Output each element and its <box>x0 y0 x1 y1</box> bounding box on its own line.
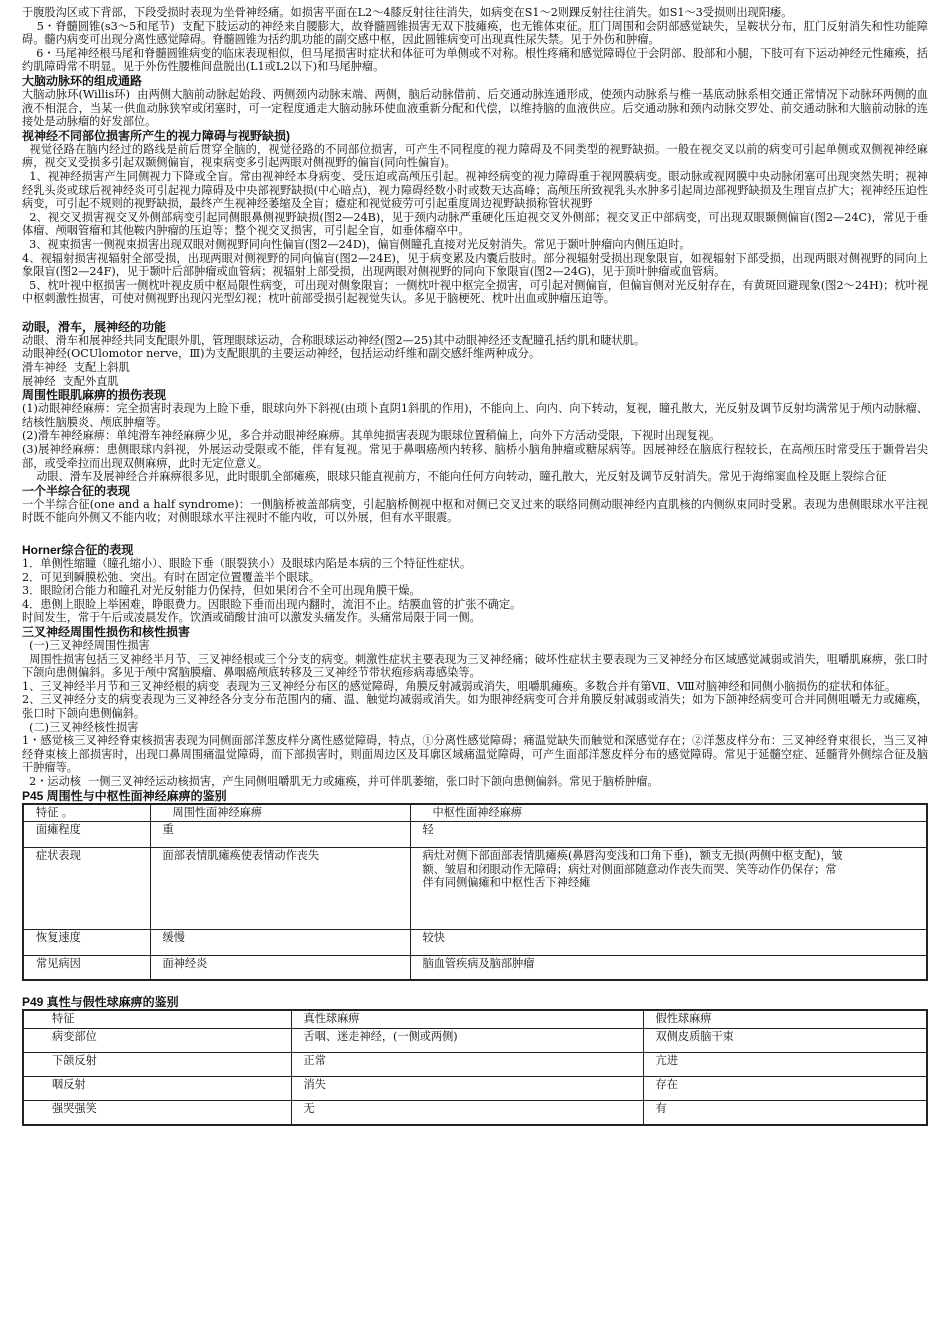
table-cell: 面部表情肌瘫痪使表情动作丧失 <box>150 848 410 930</box>
paragraph: (1)动眼神经麻痹：完全损害时表现为上睑下垂，眼球向外下斜视(由琐卜直阴1斜肌的作用)，不能向上、向内、向下转动，复视，瞳孔散大，光反射及调节反射均满常见于颅内动脉瘤、结核性脑膜炎、颅底肿瘤等。 <box>22 402 928 429</box>
paragraph: (2)滑车神经麻痹：单纯滑车神经麻痹少见，多合并动眼神经麻痹。其单纯损害表现为眼球位置稍偏上，向外下方活动受限，下视时出现复视。 <box>22 429 721 443</box>
paragraph: (二)三叉神经核性损害 <box>22 720 139 734</box>
paragraph: 4．患侧上眼睑上举困难，睁眼费力。因眼睑下垂而出现内翻时，流泪不止。结膜血管的扩张不确定。 <box>22 597 522 611</box>
table-header-cell: 特征 <box>23 1010 291 1029</box>
table-cell: 恢复速度 <box>23 930 150 956</box>
table-header-row <box>23 804 927 822</box>
table-cell: 无 <box>291 1101 643 1125</box>
table-row <box>23 1053 927 1077</box>
section-heading: 大脑动脉环的组成通路 <box>22 73 143 88</box>
spacer <box>22 981 928 995</box>
paragraph: 1．单侧性缩瞳（瞳孔缩小）、眼睑下垂（眼裂狭小）及眼球内陷是本病的三个特征性症状。 <box>22 557 472 570</box>
table-cell: 脑血管疾病及脑部肿瘤 <box>410 956 927 980</box>
table-caption: P49 真性与假性球麻痹的鉴别 <box>22 994 179 1009</box>
paragraph: 周围性损害包括三叉神经半月节、三叉神经根或三个分支的病变。刺激性症状主要表现为三叉神经痛；破坏性症状主要表现为三叉神经分布区域感觉减弱或消失，咀嚼肌麻痹，张口时下颌向患侧偏斜。多见于颅中窝脑膜瘤、鼻咽癌颅底转移及三叉神经节带状疱疹病毒感染等。 <box>22 652 928 680</box>
table-cell: 重 <box>150 822 410 848</box>
table-cell: 咽反射 <box>23 1077 291 1101</box>
section-heading: Horner综合征的表现 <box>22 543 134 557</box>
table-header-cell: 真性球麻痹 <box>291 1010 643 1029</box>
paragraph: 5・脊髓圆锥(s3～5和尾节) 支配下肢运动的神经来自腰膨大，故脊髓圆锥损害无双下肢瘫痪，也无锥体束征。肛门周围和会阴部感觉缺失，呈鞍状分布，肛门反射消失和性功能障碍。髓内病变可出现分离性感觉障碍。脊髓圆锥为括约肌功能的副交感中枢，因此圆锥病变可出现真性尿失禁。见于外伤和肿瘤。 <box>22 19 928 47</box>
spacer <box>22 525 928 543</box>
paragraph: 4、视辐射损害视辐射全部受损，出现两眼对侧视野的同向偏盲(图2—24E)，见于病变累及内囊后肢时。部分视辐射受损出现象限盲，如视辐射下部受损，出现两眼对侧视野的同向上象限盲(图2—24F)，见于颞叶后部肿瘤或血管病；视辐射上部受损，出现两眼对侧视野的同向下象限盲(图2—24G)，见于顶叶肿瘤或血管病。 <box>22 251 928 279</box>
table-cell: 病变部位 <box>23 1029 291 1053</box>
willis-section <box>22 74 928 129</box>
paragraph: 3、视束损害一侧视束损害出现双眼对侧视野同向性偏盲(图2—24D)，偏盲侧瞳孔直接对光反射消失。常见于颞叶肿瘤向内侧压迫时。 <box>22 237 691 251</box>
paragraph: 2．可见到瞬膜松弛、突出。有时在固定位置覆盖半个眼球。 <box>22 570 320 584</box>
table-cell: 面神经炎 <box>150 956 410 980</box>
paragraph: 3．眼睑闭合能力和瞳孔对光反射能力仍保持，但如果闭合不全可出现角膜干燥。 <box>22 584 421 598</box>
spacer <box>22 306 928 320</box>
paragraph: 动眼、滑车及展神经合并麻痹很多见，此时眼肌全部瘫痪，眼球只能直视前方，不能向任何方向转动，瞳孔散大，光反射及调节反射消失。常见于海绵窦血栓及眶上裂综合征 <box>22 470 887 484</box>
table-cell: 症状表现 <box>23 848 150 930</box>
table-cell: 面瘫程度 <box>23 822 150 848</box>
section-heading: 周围性眼肌麻痹的损伤表现 <box>22 388 167 403</box>
paragraph: 2、视交叉损害视交叉外侧部病变引起同侧眼鼻侧视野缺损(图2—24B)，见于颈内动脉严重硬化压迫视交叉外侧部；视交叉正中部病变，可出现双眼颞侧偏盲(图2—24C)，常见于垂体瘤、颅咽管瘤和其他鞍内肿瘤的压迫等；整个视交叉损害，可引起全盲，如垂体瘤卒中。 <box>22 210 928 238</box>
paragraph: 动眼、滑车和展神经共同支配眼外肌，管理眼球运动，合称眼球运动神经(图2—25)其中动眼神经还支配瞳孔括约肌和睫状肌。 <box>22 333 646 347</box>
paragraph: (一)三叉神经周围性损害 <box>22 638 150 652</box>
table-cell: 病灶对侧下部面部表情肌瘫痪(鼻唇沟变浅和口角下垂)，额支无损(两侧中枢支配)，皱额、皱眉和闭眼动作无障碍；病灶对侧面部随意动作丧失而哭、笑等动作仍保存；常伴有同侧偏瘫和中枢性舌下神经瘫 <box>410 848 927 930</box>
table-row <box>23 1101 927 1125</box>
table-header-cell: 假性球麻痹 <box>643 1010 927 1029</box>
table-cell: 正常 <box>291 1053 643 1077</box>
paragraph: 2・运动核 一侧三叉神经运动核损害，产生同侧咀嚼肌无力或瘫痪，并可伴肌萎缩，张口时下颌向患侧偏斜。常见于脑桥肿瘤。 <box>22 774 659 788</box>
table-header-cell: 特征 。 <box>23 804 150 822</box>
paragraph: 于腹股沟区或下背部，下段受损时表现为坐骨神经痛。如损害平面在L2～4膝反射往往消失，如病变在S1～2则踝反射往往消失。如S1～3受损则出现阳痿。 <box>22 6 793 19</box>
table-header-row <box>23 1010 927 1029</box>
table-header-cell: 周围性面神经麻痹 <box>150 804 410 822</box>
section-heading: 一个半综合征的表现 <box>22 483 131 498</box>
paragraph: 时间发生，常于午后或凌晨发作。饮酒或硝酸甘油可以激发头痛发作。头痛常局限于同一侧。 <box>22 611 481 625</box>
palsy-section <box>22 388 928 484</box>
paragraph: 6・马尾神经根马尾和脊髓圆锥病变的临床表现相似，但马尾损害时症状和体征可为单侧或不对称。根性疼痛和感觉障碍位于会阴部、股部和小腿，下肢可有下运动神经元性瘫痪，括约肌障碍常不明显。见于外伤性腰椎间盘脱出(L1或L2以下)和马尾肿瘤。 <box>22 46 928 74</box>
section-heading: 动眼，滑车，展神经的功能 <box>22 319 167 334</box>
one-half-section <box>22 484 928 525</box>
oculomotor-section <box>22 320 928 388</box>
section-heading: 三叉神经周围性损伤和核性损害 <box>22 624 191 639</box>
paragraph: 动眼神经(OCUlomotor nerve，Ⅲ)为支配眼肌的主要运动神经，包括运动纤维和副交感纤维两种成分。 <box>22 347 541 361</box>
visual-section <box>22 129 928 306</box>
intro-section <box>22 6 928 74</box>
paragraph: 1・感觉核三叉神经脊束核损害表现为同侧面部洋葱皮样分离性感觉障碍，特点，①分离性感觉障碍；痛温觉缺失而触觉和深感觉存在；②洋葱皮样分布：三叉神经脊束很长，当三叉神经脊束核上部损害时，出现口鼻周围痛温觉障碍，而下部损害时，则面周边区及耳廓区域痛温觉障碍，可产生面部洋葱皮样分布的感觉障碍。常见于延髓空症、延髓背外侧综合征及脑干肿瘤等。 <box>22 734 928 775</box>
section-heading: 视神经不同部位损害所产生的视力障碍与视野缺损) <box>22 128 290 143</box>
paragraph: 滑车神经 支配上斜肌 <box>22 361 130 375</box>
paragraph: 5、枕叶视中枢损害一侧枕叶视皮质中枢局限性病变，可出现对侧象限盲；一侧枕叶视中枢完全损害，可引起对侧偏盲，但偏盲侧对光反射存在，有黄斑回避现象(图2～24H)；枕叶视中枢刺激性损害，可使对侧视野出现闪光型幻视；枕叶前部受损引起视觉失认。多见于脑梗死、枕叶出血或肿瘤压迫等。 <box>22 278 928 306</box>
table-row <box>23 930 927 956</box>
table-cell: 亢进 <box>643 1053 927 1077</box>
trigeminal-section <box>22 625 928 789</box>
horner-section <box>22 543 928 625</box>
paragraph: 一个半综合征(one and a half syndrome)：一侧脑桥被盖部病变，引起脑桥侧视中枢和对侧已交叉过来的联络同侧动眼神经内直肌核的内侧纵束同时受累。表现为患侧眼球水平注视时既不能向外侧又不能内收；对侧眼球水平注视时不能内收，可以外展，但有水平眼震。 <box>22 497 928 525</box>
bulbar-palsy-table <box>22 1009 928 1126</box>
table-cell: 消失 <box>291 1077 643 1101</box>
table-cell: 有 <box>643 1101 927 1125</box>
paragraph: 视觉径路在脑内经过的路线是前后贯穿全脑的，视觉径路的不同部位损害，可产生不同程度的视力障碍及不同类型的视野缺损。一般在视交叉以前的病变可引起单侧或双侧视神经麻痹，视交叉受损多引起双颞侧偏盲，视束病变多引起两眼对侧视野的偏盲(同向性偏盲)。 <box>22 142 928 170</box>
table-row <box>23 1077 927 1101</box>
paragraph: 展神经 支配外直肌 <box>22 374 119 388</box>
table-row <box>23 956 927 980</box>
table-cell: 舌咽、迷走神经，(一侧或两侧) <box>291 1029 643 1053</box>
table-header-cell: 中枢性面神经麻痹 <box>410 804 927 822</box>
table-caption: P45 周围性与中枢性面神经麻痹的鉴别 <box>22 788 227 803</box>
paragraph: 1、视神经损害产生同侧视力下降或全盲。常由视神经本身病变、受压迫或高颅压引起。视神经病变的视力障碍重于视网膜病变。眼动脉或视网膜中央动脉闭塞可出现突然失明；视神经乳头炎或球后视神经炎可引起视力障碍及中央部视野缺损(中心暗点)，视力障碍经数小时或数天达高峰；高颅压所致视乳头水肿多引起周边部视野缺损及生理盲点扩大；视神经压迫性病变，可引起不规则的视野缺损，最终产生视神经萎缩及全盲；癔症和视觉疲劳可引起重度周边视野缺损称管状视野 <box>22 169 928 211</box>
table-row <box>23 1029 927 1053</box>
table-cell: 存在 <box>643 1077 927 1101</box>
paragraph: 1、三叉神经半月节和三叉神经根的病变 表现为三叉神经分布区的感觉障碍，角膜反射减弱或消失，咀嚼肌瘫痪。多数合并有第Ⅶ、Ⅷ对脑神经和同侧小脑损伤的症状和体征。 <box>22 679 897 693</box>
table-row <box>23 848 927 930</box>
paragraph: (3)展神经麻痹：患侧眼球内斜视，外展运动受限或不能，伴有复视。常见于鼻咽癌颅内转移、脑桥小脑角肿瘤或糖尿病等。因展神经在脑底行程较长，在高颅压时常受压于颞骨岩尖部，或受牵拉而出现双侧麻痹，此时无定位意义。 <box>22 443 928 470</box>
facial-palsy-table <box>22 803 928 981</box>
paragraph: 大脑动脉环(Willis环) 由两侧大脑前动脉起始段、两侧颈内动脉末端、两侧，脑后动脉借前、后交通动脉连通形成，使颈内动脉系与椎一基底动脉系相交通正常情况下动脉环两侧的血液不相混合，当某一供血动脉狭窄或闭塞时，可一定程度通走大脑动脉环使血液重新分配和代偿，以维持脑的血液供应。后交通动脉和颈内动脉交罗处、前交通动脉和大脑前动脉的连接处是动脉瘤的好发部位。 <box>22 87 928 129</box>
table-cell: 双侧皮质脑干束 <box>643 1029 927 1053</box>
table-cell: 下颌反射 <box>23 1053 291 1077</box>
table-cell: 轻 <box>410 822 927 848</box>
paragraph: 2、三叉神经分支的病变表现为三叉神经各分支分布范围内的痛、温、触觉均减弱或消失。如为眼神经病变可合并角膜反射减弱或消失；如为下颌神经病变可合并同侧咀嚼无力或瘫痪，张口时下颌向患侧偏斜。 <box>22 693 928 720</box>
table-cell: 较快 <box>410 930 927 956</box>
table-cell: 常见病因 <box>23 956 150 980</box>
table-row <box>23 822 927 848</box>
table-cell: 强哭强笑 <box>23 1101 291 1125</box>
table-cell: 缓慢 <box>150 930 410 956</box>
